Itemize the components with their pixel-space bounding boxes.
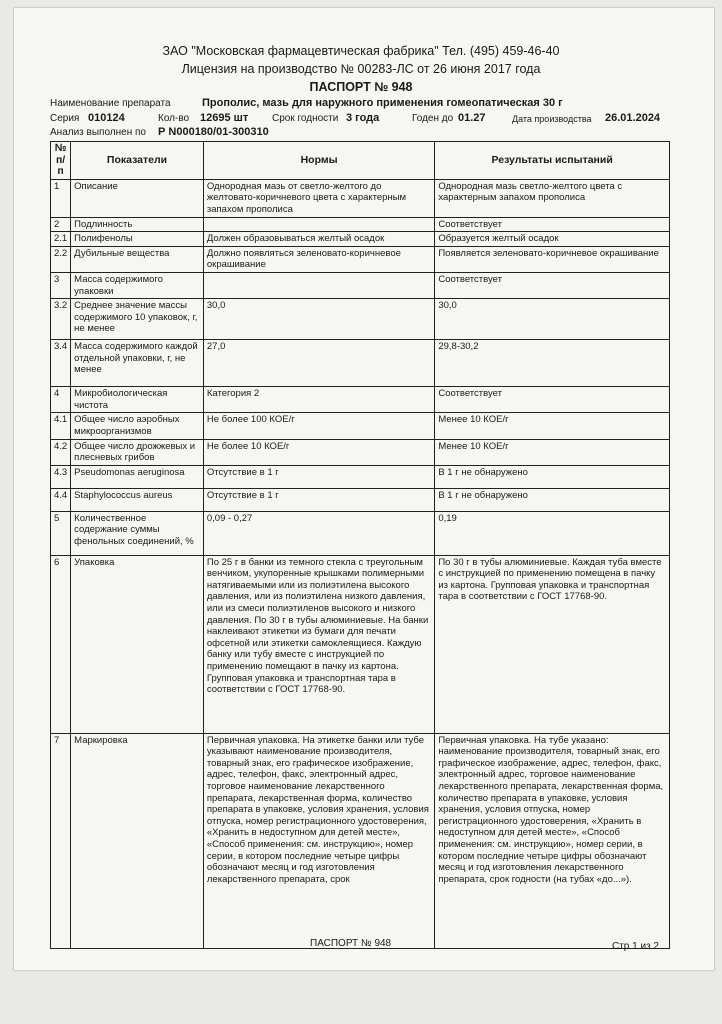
table-row [51, 340, 670, 387]
row-norm: Однородная мазь от светло-желтого до желтовато-коричневого цвета с характерным запахом прополиса [203, 179, 434, 217]
row-number: 3 [51, 272, 71, 298]
row-number: 4.2 [51, 439, 71, 465]
analysis-label: Анализ выполнен по [50, 127, 146, 138]
row-norm: Отсутствие в 1 г [203, 488, 434, 511]
row-indicator: Pseudomonas aeruginosa [71, 465, 204, 488]
series-value: 010124 [88, 112, 125, 124]
product-name-label: Наименование препарата [50, 98, 171, 109]
row-result: В 1 г не обнаружено [435, 488, 670, 511]
company-line: ЗАО "Московская фармацевтическая фабрика" Тел. (495) 459-46-40 [162, 44, 560, 58]
row-result: Менее 10 КОЕ/г [435, 439, 670, 465]
table-row [51, 217, 670, 232]
row-indicator: Полифенолы [71, 232, 204, 247]
row-norm: Не более 100 КОЕ/г [203, 413, 434, 439]
row-indicator: Подлинность [71, 217, 204, 232]
quantity-label: Кол-во [158, 113, 190, 124]
row-indicator: Staphylococcus aureus [71, 488, 204, 511]
table-row [51, 511, 670, 555]
row-norm: Первичная упаковка. На этикетке банки или тубе указывают наименование производителя, товарный знак, его графическое изображение, адрес, телефон, факс, электронный адрес, торговое наименование лекарственного препарата, лекарственная форма, количество препарата в упаковке, условия хранения, условия отпуска, номер регистрационного удостоверения, «Хранить в недоступном для детей месте», «Способ применения: см. инструкцию», номер серии, в котором последние четыре цифры обозначают месяц и год изготовления лекарственного препарата, срок [203, 733, 434, 948]
row-result: Однородная мазь светло-желтого цвета с характерным запахом прополиса [435, 179, 670, 217]
shelf-life-value: 3 года [346, 112, 380, 124]
row-number: 3.4 [51, 340, 71, 387]
analysis-value: Р N000180/01-300310 [158, 126, 269, 138]
quantity-value: 12695 шт [200, 112, 249, 124]
row-number: 6 [51, 555, 71, 733]
row-result: 0,19 [435, 511, 670, 555]
row-indicator: Дубильные вещества [71, 246, 204, 272]
table-row [51, 439, 670, 465]
row-number: 4.3 [51, 465, 71, 488]
table-row [51, 555, 670, 733]
production-date-label: Дата производства [512, 114, 592, 124]
row-result: Соответствует [435, 272, 670, 298]
license-line: Лицензия на производство № 00283-ЛС от 26 июня 2017 года [181, 62, 541, 76]
production-date-value: 26.01.2024 [605, 112, 661, 124]
row-indicator: Упаковка [71, 555, 204, 733]
row-number: 2.1 [51, 232, 71, 247]
row-number: 4 [51, 387, 71, 413]
row-number: 3.2 [51, 299, 71, 340]
table-row [51, 387, 670, 413]
row-indicator: Среднее значение массы содержимого 10 упаковок, г, не менее [71, 299, 204, 340]
shelf-life-label: Срок годности [272, 113, 339, 124]
row-indicator: Микробиологическая чистота [71, 387, 204, 413]
row-indicator: Общее число аэробных микроорганизмов [71, 413, 204, 439]
row-number: 2.2 [51, 246, 71, 272]
row-result: 29,8-30,2 [435, 340, 670, 387]
row-norm: Не более 10 КОЕ/г [203, 439, 434, 465]
row-number: 7 [51, 733, 71, 948]
header-number: № п/п [51, 142, 71, 180]
row-norm: 30,0 [203, 299, 434, 340]
table-row [51, 413, 670, 439]
row-result: По 30 г в тубы алюминиевые. Каждая туба вместе с инструкцией по применению помещена в пачку из картона. Групповая упаковка и транспортная тара в соответствии с ГОСТ 17768-90. [435, 555, 670, 733]
series-label: Серия [50, 113, 80, 124]
row-norm: Категория 2 [203, 387, 434, 413]
passport-table [50, 141, 670, 949]
row-result: Образуется желтый осадок [435, 232, 670, 247]
header-norms: Нормы [203, 142, 434, 180]
row-result: 30,0 [435, 299, 670, 340]
valid-until-value: 01.27 [458, 112, 486, 124]
row-result: Появляется зеленовато-коричневое окрашивание [435, 246, 670, 272]
page-title: ПАСПОРТ № 948 [309, 80, 413, 94]
table-row [51, 246, 670, 272]
table-row [51, 272, 670, 298]
row-norm: Должен образовываться желтый осадок [203, 232, 434, 247]
footer-passport: ПАСПОРТ № 948 [310, 938, 392, 949]
table-row [51, 488, 670, 511]
row-norm: По 25 г в банки из темного стекла с треугольным венчиком, укупоренные крышками полимерными натягиваемыми или из полиэтилена высокого давления, или из полиэтилена низкого давления, или из смеси полиэтиленов высокого и низкого давления. По 30 г в тубы алюминиевые. На банки наклеивают этикетки из бумаги для печати офсетной или этикетки самоклеящиеся. Каждую банку или тубу вместе с инструкцией по применению помещают в пачку из картона. Групповая упаковка и транспортная тара в соответствии с ГОСТ 17768-90. [203, 555, 434, 733]
product-name-value: Прополис, мазь для наружного применения гомеопатическая 30 г [202, 97, 563, 109]
header-results: Результаты испытаний [435, 142, 670, 180]
row-norm [203, 217, 434, 232]
row-indicator: Маркировка [71, 733, 204, 948]
row-indicator: Описание [71, 179, 204, 217]
table-row [51, 733, 670, 948]
row-result: Менее 10 КОЕ/г [435, 413, 670, 439]
footer-page-number: Стр 1 из 2 [612, 941, 659, 952]
table-row [51, 179, 670, 217]
row-number: 1 [51, 179, 71, 217]
row-norm: 27,0 [203, 340, 434, 387]
row-result: Соответствует [435, 387, 670, 413]
row-indicator: Количественное содержание суммы фенольных соединений, % [71, 511, 204, 555]
row-norm: 0,09 - 0,27 [203, 511, 434, 555]
row-norm [203, 272, 434, 298]
row-number: 2 [51, 217, 71, 232]
row-indicator: Масса содержимого каждой отдельной упаковки, г, не менее [71, 340, 204, 387]
table-row [51, 232, 670, 247]
row-norm: Должно появляться зеленовато-коричневое окрашивание [203, 246, 434, 272]
row-indicator: Общее число дрожжевых и плесневых грибов [71, 439, 204, 465]
row-number: 4.1 [51, 413, 71, 439]
row-indicator: Масса содержимого упаковки [71, 272, 204, 298]
row-result: Соответствует [435, 217, 670, 232]
table-row [51, 465, 670, 488]
row-number: 4.4 [51, 488, 71, 511]
row-number: 5 [51, 511, 71, 555]
row-result: Первичная упаковка. На тубе указано: наименование производителя, товарный знак, его графическое изображение, адрес, телефон, факс, электронный адрес, торговое наименование лекарственного препарата, лекарственная форма, количество препарата в упаковке, условия хранения, условия отпуска, номер регистрационного удостоверения, «Хранить в недоступном для детей месте», «Способ применения: см. инструкцию», номер серии, в котором последние четыре цифры обозначают месяц и год изготовления лекарственного препарата, срок годности (на тубах «до...»). [435, 733, 670, 948]
row-norm: Отсутствие в 1 г [203, 465, 434, 488]
row-result: В 1 г не обнаружено [435, 465, 670, 488]
header-indicators: Показатели [71, 142, 204, 180]
table-row [51, 299, 670, 340]
valid-until-label: Годен до [412, 113, 454, 124]
